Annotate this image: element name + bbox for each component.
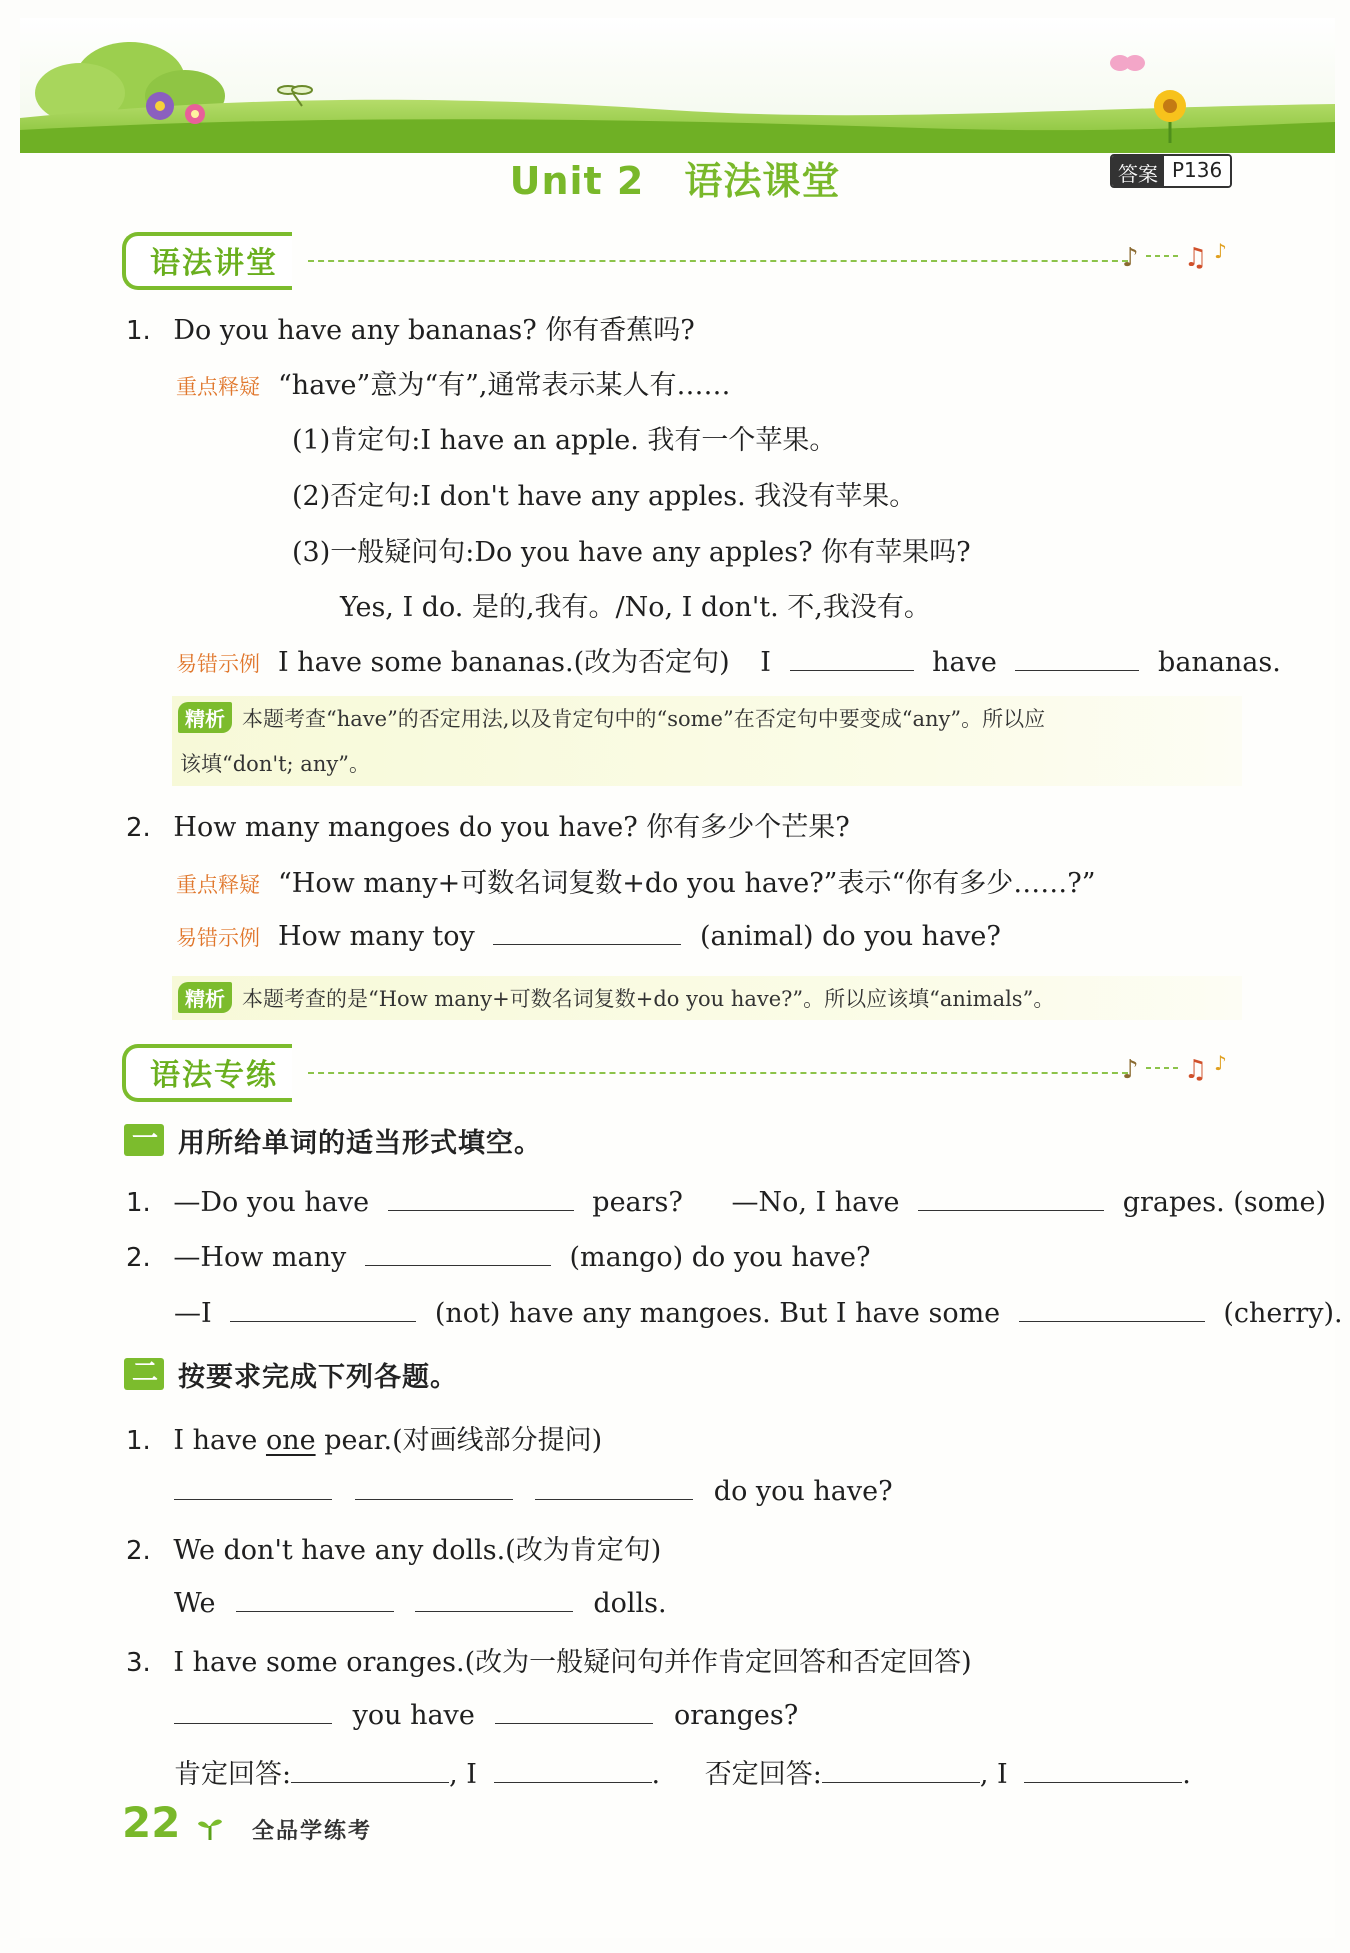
answer-blank[interactable] [1019, 1294, 1205, 1322]
key-point-tag: 重点释疑 [176, 873, 260, 897]
answer-page: P136 [1164, 156, 1230, 186]
question-number: 2. [126, 1243, 151, 1273]
analysis-badge: 精析 [178, 702, 232, 733]
header-banner [20, 18, 1335, 153]
key-point-text: “How many+可数名词复数+do you have?”表示“你有多少……?” [278, 868, 1096, 899]
answer-blank[interactable] [415, 1584, 573, 1612]
negative-reply-label: 否定回答: [704, 1759, 822, 1790]
fill-word: I [760, 647, 771, 678]
svg-text:♫: ♫ [1184, 243, 1208, 273]
answer-blank[interactable] [918, 1183, 1104, 1211]
meadow-illustration [20, 18, 1335, 153]
key-point-tag: 重点释疑 [176, 375, 260, 399]
answer-blank[interactable] [493, 917, 681, 945]
answer-blank[interactable] [790, 643, 914, 671]
answer-label: 答案 [1112, 156, 1164, 186]
svg-text:♪: ♪ [1122, 1055, 1139, 1085]
item-number: 2. [126, 813, 151, 843]
answer-blank[interactable] [291, 1755, 449, 1783]
exercise-2-question-2-answer: We dolls. [174, 1584, 667, 1619]
lecture-item-1 [126, 308, 695, 347]
lecture-item-2 [126, 805, 850, 844]
section-label: 语法专练 [150, 1058, 278, 1093]
exercise-2-question-1: 1. I have one pear.(对画线部分提问) [126, 1425, 603, 1456]
answer-blank[interactable] [535, 1472, 693, 1500]
exercise-2-question-2: 2. We don't have any dolls.(改为肯定句) [126, 1535, 662, 1566]
analysis-text: 该填“don't; any”。 [180, 752, 370, 776]
section-header-grammar-lecture [122, 232, 1242, 288]
analysis-box-2 [172, 976, 1242, 1020]
answer-blank[interactable] [388, 1183, 574, 1211]
part-title: 用所给单词的适当形式填空。 [178, 1127, 542, 1159]
section-label: 语法讲堂 [150, 246, 278, 281]
question-number: 1. [126, 1188, 151, 1218]
answer-blank[interactable] [174, 1696, 332, 1724]
item-number: 1. [126, 316, 151, 346]
exercise-1-question-2: 2. —How many (mango) do you have? [126, 1238, 871, 1273]
sub-point-3: (3)一般疑问句:Do you have any apples? 你有苹果吗? [292, 537, 971, 568]
answer-blank[interactable] [495, 1696, 653, 1724]
error-example-text: I have some bananas.(改为否定句) [278, 647, 730, 678]
answer-blank[interactable] [365, 1238, 551, 1266]
answer-blank[interactable] [1024, 1755, 1182, 1783]
analysis-text: 本题考查“have”的否定用法,以及肯定句中的“some”在否定句中要变成“any”。所以应 [242, 707, 1046, 731]
question-number: 1. [126, 1426, 151, 1456]
error-example-2 [176, 917, 1001, 952]
answer-blank[interactable] [174, 1472, 332, 1500]
answer-blank[interactable] [494, 1755, 652, 1783]
exercise-part-2-header [124, 1354, 458, 1394]
part-mark: 一 [124, 1124, 164, 1156]
svg-text:♪: ♪ [1214, 239, 1227, 263]
music-notes-icon [1122, 1048, 1242, 1088]
question-number: 3. [126, 1648, 151, 1678]
error-example-text: (animal) do you have? [699, 921, 1001, 952]
dashed-divider [308, 260, 1128, 262]
analysis-badge: 精析 [178, 982, 232, 1013]
error-example-tag: 易错示例 [176, 926, 260, 950]
analysis-box-1 [172, 696, 1242, 786]
dashed-divider [308, 1072, 1128, 1074]
part-mark: 二 [124, 1358, 164, 1390]
underlined-word: one [265, 1425, 316, 1456]
error-example-text: How many toy [278, 921, 475, 952]
music-notes-icon [1122, 236, 1242, 276]
exercise-1-question-1: 1. —Do you have pears? —No, I have grapes. (some) [126, 1183, 1326, 1218]
item-question: How many mangoes do you have? 你有多少个芒果? [173, 812, 850, 843]
exercise-2-question-1-answer: do you have? [174, 1472, 893, 1507]
key-point-1 [176, 363, 731, 402]
fill-word: have [932, 647, 997, 678]
exercise-2-question-3-answer: you have oranges? [174, 1696, 798, 1731]
answer-blank[interactable] [236, 1584, 394, 1612]
svg-text:♫: ♫ [1184, 1055, 1208, 1085]
key-point-text: “have”意为“有”,通常表示某人有…… [278, 370, 731, 401]
sprout-icon [196, 1814, 224, 1842]
answer-blank[interactable] [1015, 643, 1139, 671]
exercise-2-question-3: 3. I have some oranges.(改为一般疑问句并作肯定回答和否定回答) [126, 1647, 972, 1678]
sub-point-2: (2)否定句:I don't have any apples. 我没有苹果。 [292, 481, 917, 512]
error-example-tag: 易错示例 [176, 652, 260, 676]
answer-blank[interactable] [822, 1755, 980, 1783]
error-example-1 [176, 640, 1281, 679]
positive-reply-label: 肯定回答: [174, 1759, 292, 1790]
part-title: 按要求完成下列各题。 [178, 1361, 458, 1393]
sub-point-3-answer: Yes, I do. 是的,我有。/No, I don't. 不,我没有。 [340, 592, 931, 623]
title-unit: Unit 2 [509, 159, 645, 203]
exercise-part-1-header [124, 1120, 542, 1160]
question-number: 2. [126, 1536, 151, 1566]
svg-text:♪: ♪ [1214, 1051, 1227, 1075]
answer-blank[interactable] [355, 1472, 513, 1500]
series-name: 全品学练考 [252, 1819, 373, 1844]
key-point-2 [176, 861, 1096, 900]
sub-point-1: (1)肯定句:I have an apple. 我有一个苹果。 [292, 425, 837, 456]
exercise-1-question-2-reply: —I (not) have any mangoes. But I have some (cherry). [174, 1294, 1343, 1329]
analysis-text: 本题考查的是“How many+可数名词复数+do you have?”。所以应该填“animals”。 [242, 987, 1055, 1011]
answer-reference [1110, 154, 1232, 188]
section-header-grammar-practice [122, 1044, 1242, 1100]
title-topic: 语法课堂 [684, 159, 841, 203]
answer-blank[interactable] [230, 1294, 416, 1322]
item-question: Do you have any bananas? 你有香蕉吗? [173, 315, 695, 346]
exercise-2-question-3-replies: 肯定回答: , I . 否定回答: , I . [174, 1752, 1191, 1791]
svg-text:♪: ♪ [1122, 243, 1139, 273]
fill-word: bananas. [1158, 647, 1281, 678]
page-number: 22 [122, 1798, 181, 1847]
